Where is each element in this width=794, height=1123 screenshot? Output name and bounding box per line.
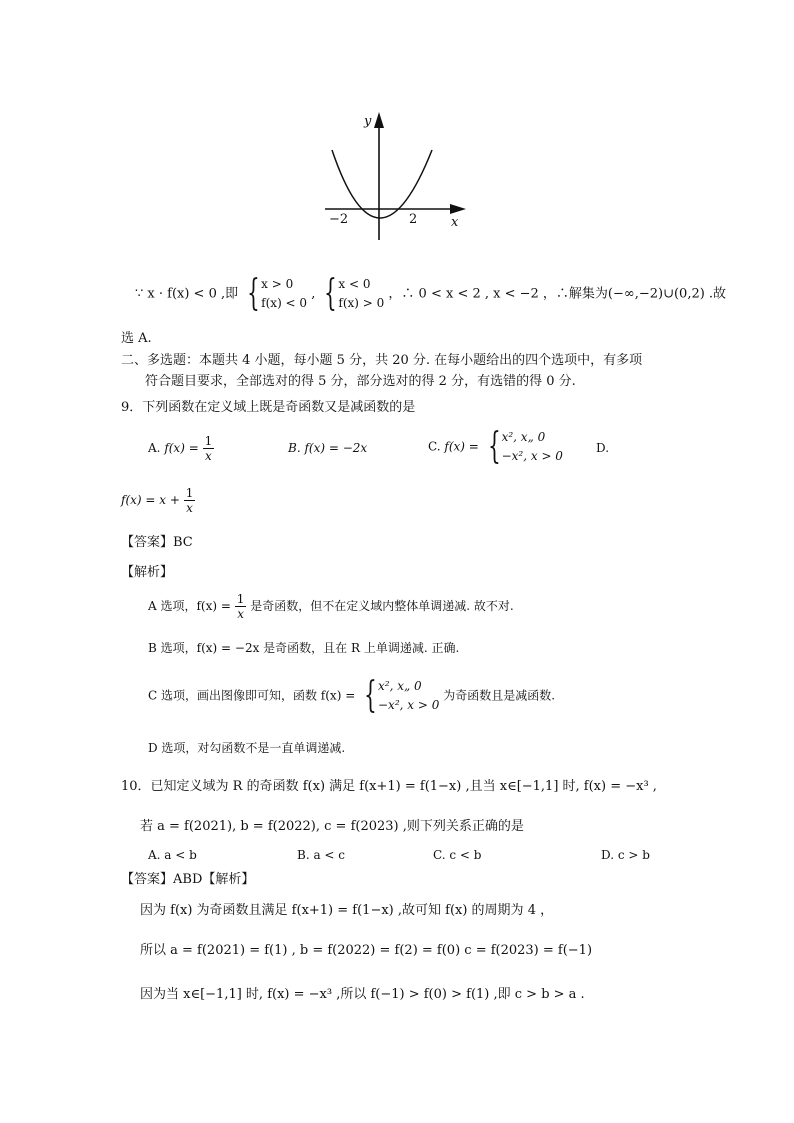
system-2: {x < 0 f(x) > 0 [324,273,385,314]
system-1-top: x > 0 [261,277,294,291]
q9-option-c: C. f(x) = {x², x„ 0 −x², x > 0 [428,426,563,467]
q9-analysis-a-fraction: $\frac{1}{x}$ [236,592,245,621]
prev-solution-choose: 选 A. [121,331,152,346]
tick-label-2: 2 [409,212,418,227]
q9-option-d-fraction: $\frac{1}{x}$ [185,486,194,515]
q10-option-c: C. c < b [433,848,482,862]
q9-analysis-a: A 选项，f(x) = $\frac{1}{x}$ 是奇函数，但不在定义域内整体单调递减. 故不对. [148,592,514,621]
q9-option-a: A. f(x) = $\frac{1}{x}$ [148,434,213,463]
q10-answer: 【答案】ABD【解析】 [121,872,255,887]
y-axis-label: y [364,114,372,129]
q9-answer: 【答案】BC [121,535,193,550]
system-2-top: x < 0 [338,277,371,291]
q9-option-b: B. f(x) = −2x [288,441,368,455]
parabola-curve [332,150,432,218]
q9-analysis-d: D 选项，对勾函数不是一直单调递减. [148,741,346,755]
q10-analysis-line3: 因为当 x∈[−1,1] 时, f(x) = −x³ ,所以 f(−1) > f(0) > f(1) ,即 c > b > a . [140,987,585,1002]
q10-option-b: B. a < c [297,848,346,862]
q9-option-d-label: D. [596,441,610,455]
system-2-bottom: f(x) > 0 [338,296,385,310]
q10-stem: 10．已知定义域为 R 的奇函数 f(x) 满足 f(x+1) = f(1−x) ,且当 x∈[−1,1] 时, f(x) = −x³ , [121,779,657,794]
q10-stem-2: 若 a = f(2021), b = f(2022), c = f(2023) ,则下列关系正确的是 [140,819,524,834]
prev-solution-part2: ，∴ 0 < x < 2 , x < −2 ，∴解集为(−∞,−2)∪(0,2) .故 [388,286,727,302]
q10-analysis-line1: 因为 f(x) 为奇函数且满足 f(x+1) = f(1−x) ,故可知 f(x) 的周期为 4 ， [140,903,554,918]
system-1-bottom: f(x) < 0 [261,296,308,310]
y-axis-arrow [374,112,384,128]
q9-analysis-c-piecewise: {x², x„ 0 −x², x > 0 [364,675,440,716]
q9-analysis-c: C 选项，画出图像即可知，函数 f(x) = {x², x„ 0 −x², x > 0 为奇函数且是减函数. [148,675,556,716]
prev-solution-line: ∵ x · f(x) < 0 ,即 {x > 0 f(x) < 0 , {x < 0 f(x) > 0 ，∴ 0 < x < 2 , x < −2 ，∴解集为(−∞,−2)∪(0,2) .故 [135,273,727,314]
q9-option-d: f(x) = x + $\frac{1}{x}$ [121,486,194,515]
q9-option-c-piecewise: {x², x„ 0 −x², x > 0 [487,426,563,467]
q9-stem: 9．下列函数在定义域上既是奇函数又是减函数的是 [121,400,416,415]
parabola-graph [320,108,470,248]
q10-analysis-line2: 所以 a = f(2021) = f(1) , b = f(2022) = f(2) = f(0) c = f(2023) = f(−1) [140,943,593,958]
q9-option-a-fraction: $\frac{1}{x}$ [204,434,213,463]
prev-solution-part1: ∵ x · f(x) < 0 ,即 [135,286,239,302]
q10-option-d: D. c > b [601,848,650,862]
system-1: {x > 0 f(x) < 0 [247,273,308,314]
section2-heading-line2: 符合题目要求，全部选对的得 5 分，部分选对的得 2 分，有选错的得 0 分. [145,374,576,389]
q10-option-a: A. a < b [148,848,197,862]
tick-label-neg2: −2 [329,212,349,227]
x-axis-label: x [451,215,459,230]
section2-heading-line1: 二、多选题：本题共 4 小题，每小题 5 分，共 20 分. 在每小题给出的四个选项中，有多项 [121,353,643,368]
q9-analysis-b: B 选项，f(x) = −2x 是奇函数，且在 R 上单调递减. 正确. [148,641,460,655]
x-axis-arrow [450,204,466,214]
q9-analysis-heading: 【解析】 [121,565,174,580]
